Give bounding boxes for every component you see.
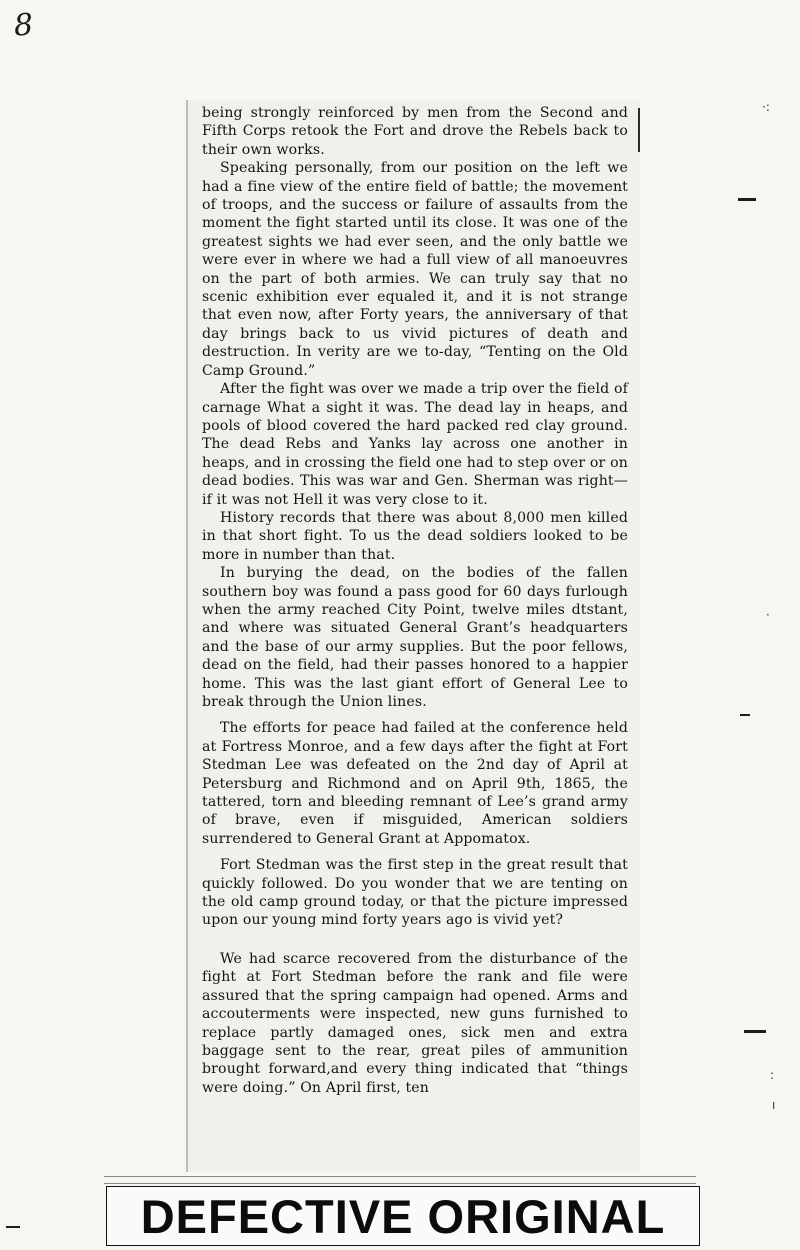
margin-speck: · [766,608,770,622]
margin-mark [744,1030,766,1033]
margin-mark [738,198,756,201]
clipping-left-edge [186,100,198,1172]
paragraph-3: After the fight was over we made a trip over the field of carnage What a sight it was. The dead lay in heaps, and pools of blood covered the hard packed red clay ground. The dead Rebs and Yanks lay across one another in heaps, and in crossing the field one had to step over or on dead bodies. This was war and Gen. Sherman was right—if it was not Hell it was very close to it. [202,381,628,508]
page-number: 8 [12,7,35,44]
paragraph-5: In burying the dead, on the bodies of the fallen southern boy was found a pass good for 60 days furlough when the army reached City Point, twelve miles dtstant, and where was situated General Grant’s headquarters and the base of our army supplies. But the poor fellows, dead on the field, had their passes honored to a happier home. This was the last giant effort of General Lee to break through the Union lines. [202,565,628,710]
paragraph-7: Fort Stedman was the first step in the great result that quickly followed. Do you wonder that we are tenting on the old camp ground today, or that the picture impressed upon our young mind forty years ago is vivid yet? [202,857,628,929]
paragraph-4: History records that there was about 8,000 men killed in that short fight. To us the dead soldiers looked to be more in number than that. [202,509,628,563]
margin-speck: ·: [762,100,770,114]
margin-mark [740,714,750,716]
paragraph-1: being strongly reinforced by men from the Second and Fifth Corps retook the Fort and drove the Rebels back to their own works. [202,105,628,158]
paragraph-6: The efforts for peace had failed at the conference held at Fortress Monroe, and a few days after the fight at Fort Stedman Lee was defeated on the 2nd day of April at Petersburg and Richmond and on April 9th, 1865, the tattered, torn and bleeding remnant of Lee’s grand army of brave, even if misguided, American soldiers surrendered to General Grant at Appomatox. [202,720,628,847]
margin-speck: ı [772,1098,776,1112]
clipping-right-edge [638,108,640,152]
paragraph-2: Speaking personally, from our position on the left we had a fine view of the entire field of battle; the movement of troops, and the success or failure of assaults from the moment the fight started until its close. It was one of the greatest sights we had ever seen, and the only battle we were ever in where we had a full view of all manoeuvres on the part of both armies. We can truly say that no scenic exhibition ever equaled it, and it is not strange that even now, after Forty years, the anniversary of that day brings back to us vivid pictures of death and destruction. In verity are we to-day, “Tenting on the Old Camp Ground.” [202,160,628,379]
margin-mark [6,1226,20,1228]
paragraph-8: We had scarce recovered from the disturbance of the fight at Fort Stedman before the rank and file were assured that the spring campaign had opened. Arms and accouterments were inspected, new guns furnished to replace partly damaged ones, sick men and extra baggage sent to the rear, great piles of ammunition brought forward,and every thing indicated that “things were doing.” On April first, ten [202,950,628,1096]
stamp-bar [104,1176,696,1184]
margin-speck: : [770,1068,775,1082]
defective-original-stamp: DEFECTIVE ORIGINAL [106,1186,700,1246]
article-body [202,104,628,1097]
